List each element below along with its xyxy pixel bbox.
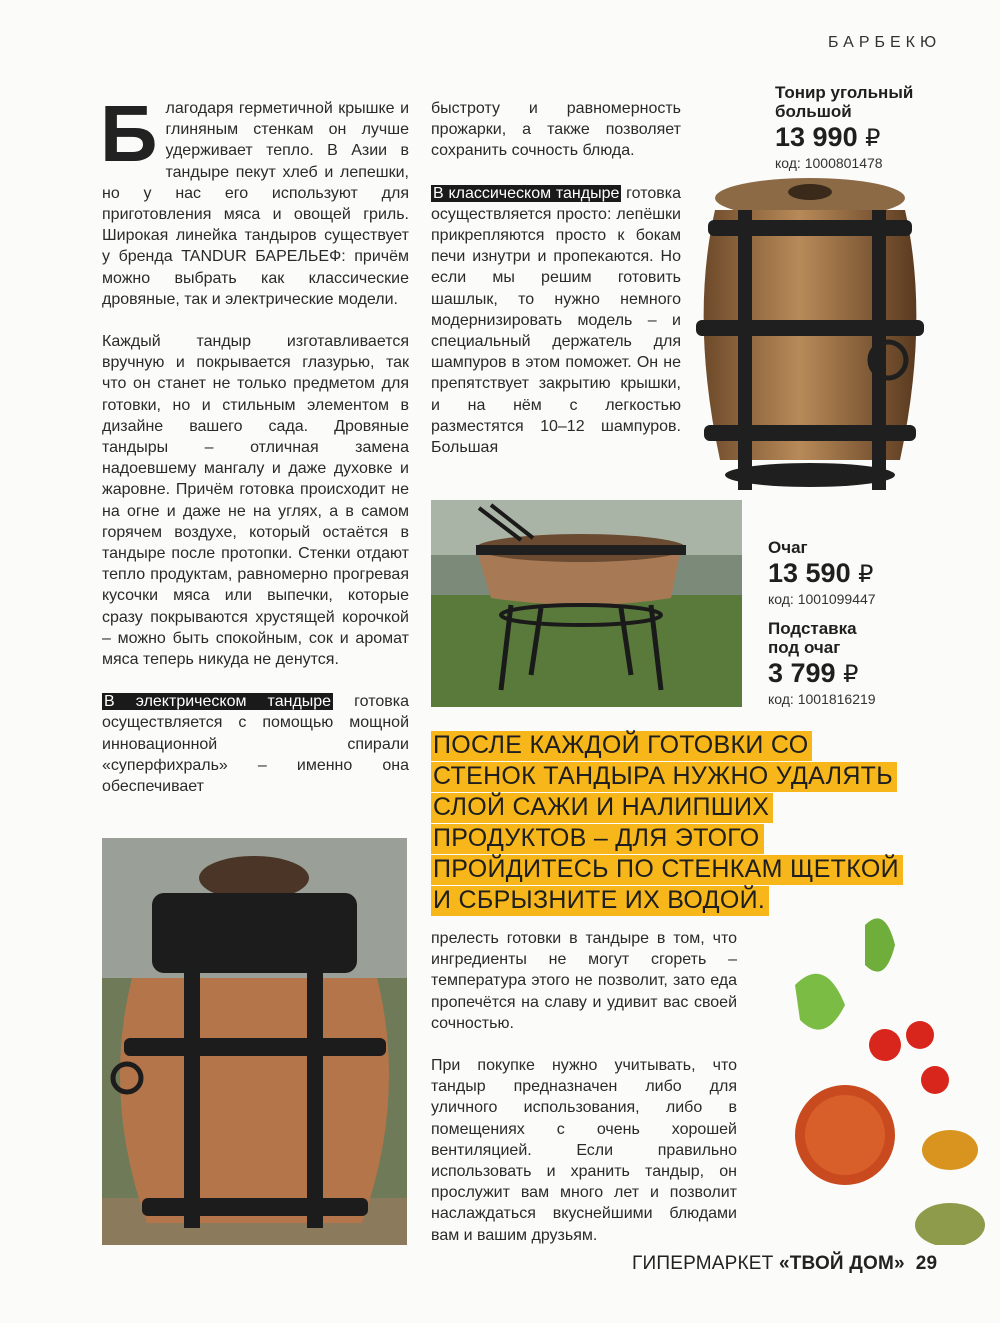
product-stand-price: [768, 619, 876, 708]
electric-tandyr-photo: [102, 838, 407, 1245]
product-ochag-price: [768, 538, 876, 608]
product-price: 13 590 ₽: [768, 558, 874, 588]
article-column-3: [431, 928, 737, 1267]
paragraph-purchase: При покупке нужно учитывать, что тандыр предназначен либо для уличного использования, либо в помещениях с очень хорошей вентиляцией. Если правильно использовать и хранить тандыр, он прослужит вам много лет и позволит наслаждаться вкуснейшими блюдами вам и вашим друзьям.: [431, 1057, 737, 1244]
product-code: код: 1001099447: [768, 591, 876, 607]
article-column-1: [100, 89, 409, 818]
product-code: код: 1000801478: [775, 155, 883, 171]
article-column-2: [431, 98, 681, 479]
classic-highlight: В классическом тандыре: [433, 184, 620, 202]
product-name-line2: под очаг: [768, 638, 841, 657]
callout-line: ПРОДУКТОВ – ДЛЯ ЭТОГО: [431, 824, 764, 854]
classic-text: готовка осуществляется просто: лепёшки прикрепляются просто к бокам печи изнутри и пропекаются. Но если мы решим готовить шашлык, то нужно немного модернизировать модель – и специальный держатель для шампуров в этом поможет. Он не препятствует закрытию крышки, и на нём с легкостью разместятся 10–12 шампуров. Большая: [431, 184, 681, 457]
product-name: Тонир угольный: [775, 83, 914, 102]
electric-text: готовка осуществляется с помощью мощной инновационной спирали «суперфихраль» – именно она обеспечивает: [102, 693, 409, 796]
section-title: БАРБЕКЮ: [828, 34, 942, 51]
intro-paragraph: [100, 89, 409, 310]
paragraph-craft: Каждый тандыр изготавливается вручную и покрывается глазурью, так что он станет не только предметом для готовки, но и стильным элементом в дизайне вашего сада. Дровяные тандыры – отличная замена надоевшему мангалу и даже духовке и жаровне. Причём готовка происходит не на огне и даже не на углях, а в самом горячем воздухе, который остаётся в тандыре после протопки. Стенки отдают тепло продуктам, равномерно прогревая кусочки мяса или выпечки, которые сразу покрываются хрустящей корочкой – можно быть спокойным, сок и аромат мяса теперь никуда не денутся.: [102, 333, 409, 669]
ochag-photo: [431, 500, 742, 707]
drop-cap: Б: [100, 89, 158, 178]
tonir-photo: [690, 170, 930, 500]
page-number: 29: [915, 1253, 938, 1274]
product-tonir-price: [775, 83, 913, 172]
footer-brand-prefix: ГИПЕРМАРКЕТ: [632, 1253, 779, 1274]
product-price: 13 990 ₽: [775, 122, 881, 152]
paragraph-classic: [431, 183, 681, 459]
callout-line: СТЕНОК ТАНДЫРА НУЖНО УДАЛЯТЬ: [431, 762, 897, 792]
product-name: Подставка: [768, 619, 857, 638]
paragraph-juiciness: быстроту и равномерность прожарки, а также позволяет сохранить сочность блюда.: [431, 100, 681, 160]
footer-brand-name: «ТВОЙ ДОМ»: [778, 1253, 905, 1274]
callout-line: ПОСЛЕ КАЖДОЙ ГОТОВКИ СО: [431, 731, 812, 761]
tip-callout: [431, 731, 911, 917]
product-price: 3 799 ₽: [768, 658, 859, 688]
spices-decoration: [785, 905, 1000, 1245]
intro-text: лагодаря герметичной крышке и глиняным стенкам он лучше удерживает тепло. В Азии в тандыре пекут хлеб и лепешки, но у нас его используют для приготовления мяса и овощей гриль. Широкая линейка тандыров существует у бренда TANDUR БАРЕЛЬЕФ: причём можно выбрать как классические дровяные, так и электрические модели.: [102, 100, 409, 308]
product-name: Очаг: [768, 538, 808, 557]
callout-line: СЛОЙ САЖИ И НАЛИПШИХ: [431, 793, 773, 823]
paragraph-electric: [102, 691, 409, 797]
callout-line: И СБРЫЗНИТЕ ИХ ВОДОЙ.: [431, 886, 769, 916]
callout-line: ПРОЙДИТЕСЬ ПО СТЕНКАМ ЩЕТКОЙ: [431, 855, 903, 885]
product-name-line2: большой: [775, 102, 852, 121]
electric-highlight: В электрическом тандыре: [104, 693, 332, 711]
paragraph-charm: прелесть готовки в тандыре в том, что ингредиенты не могут сгореть – температура этого не позволит, зато еда пропечётся на славу и удивит вас своей сочностью.: [431, 930, 737, 1032]
page-footer: [632, 1253, 937, 1275]
product-code: код: 1001816219: [768, 691, 876, 707]
